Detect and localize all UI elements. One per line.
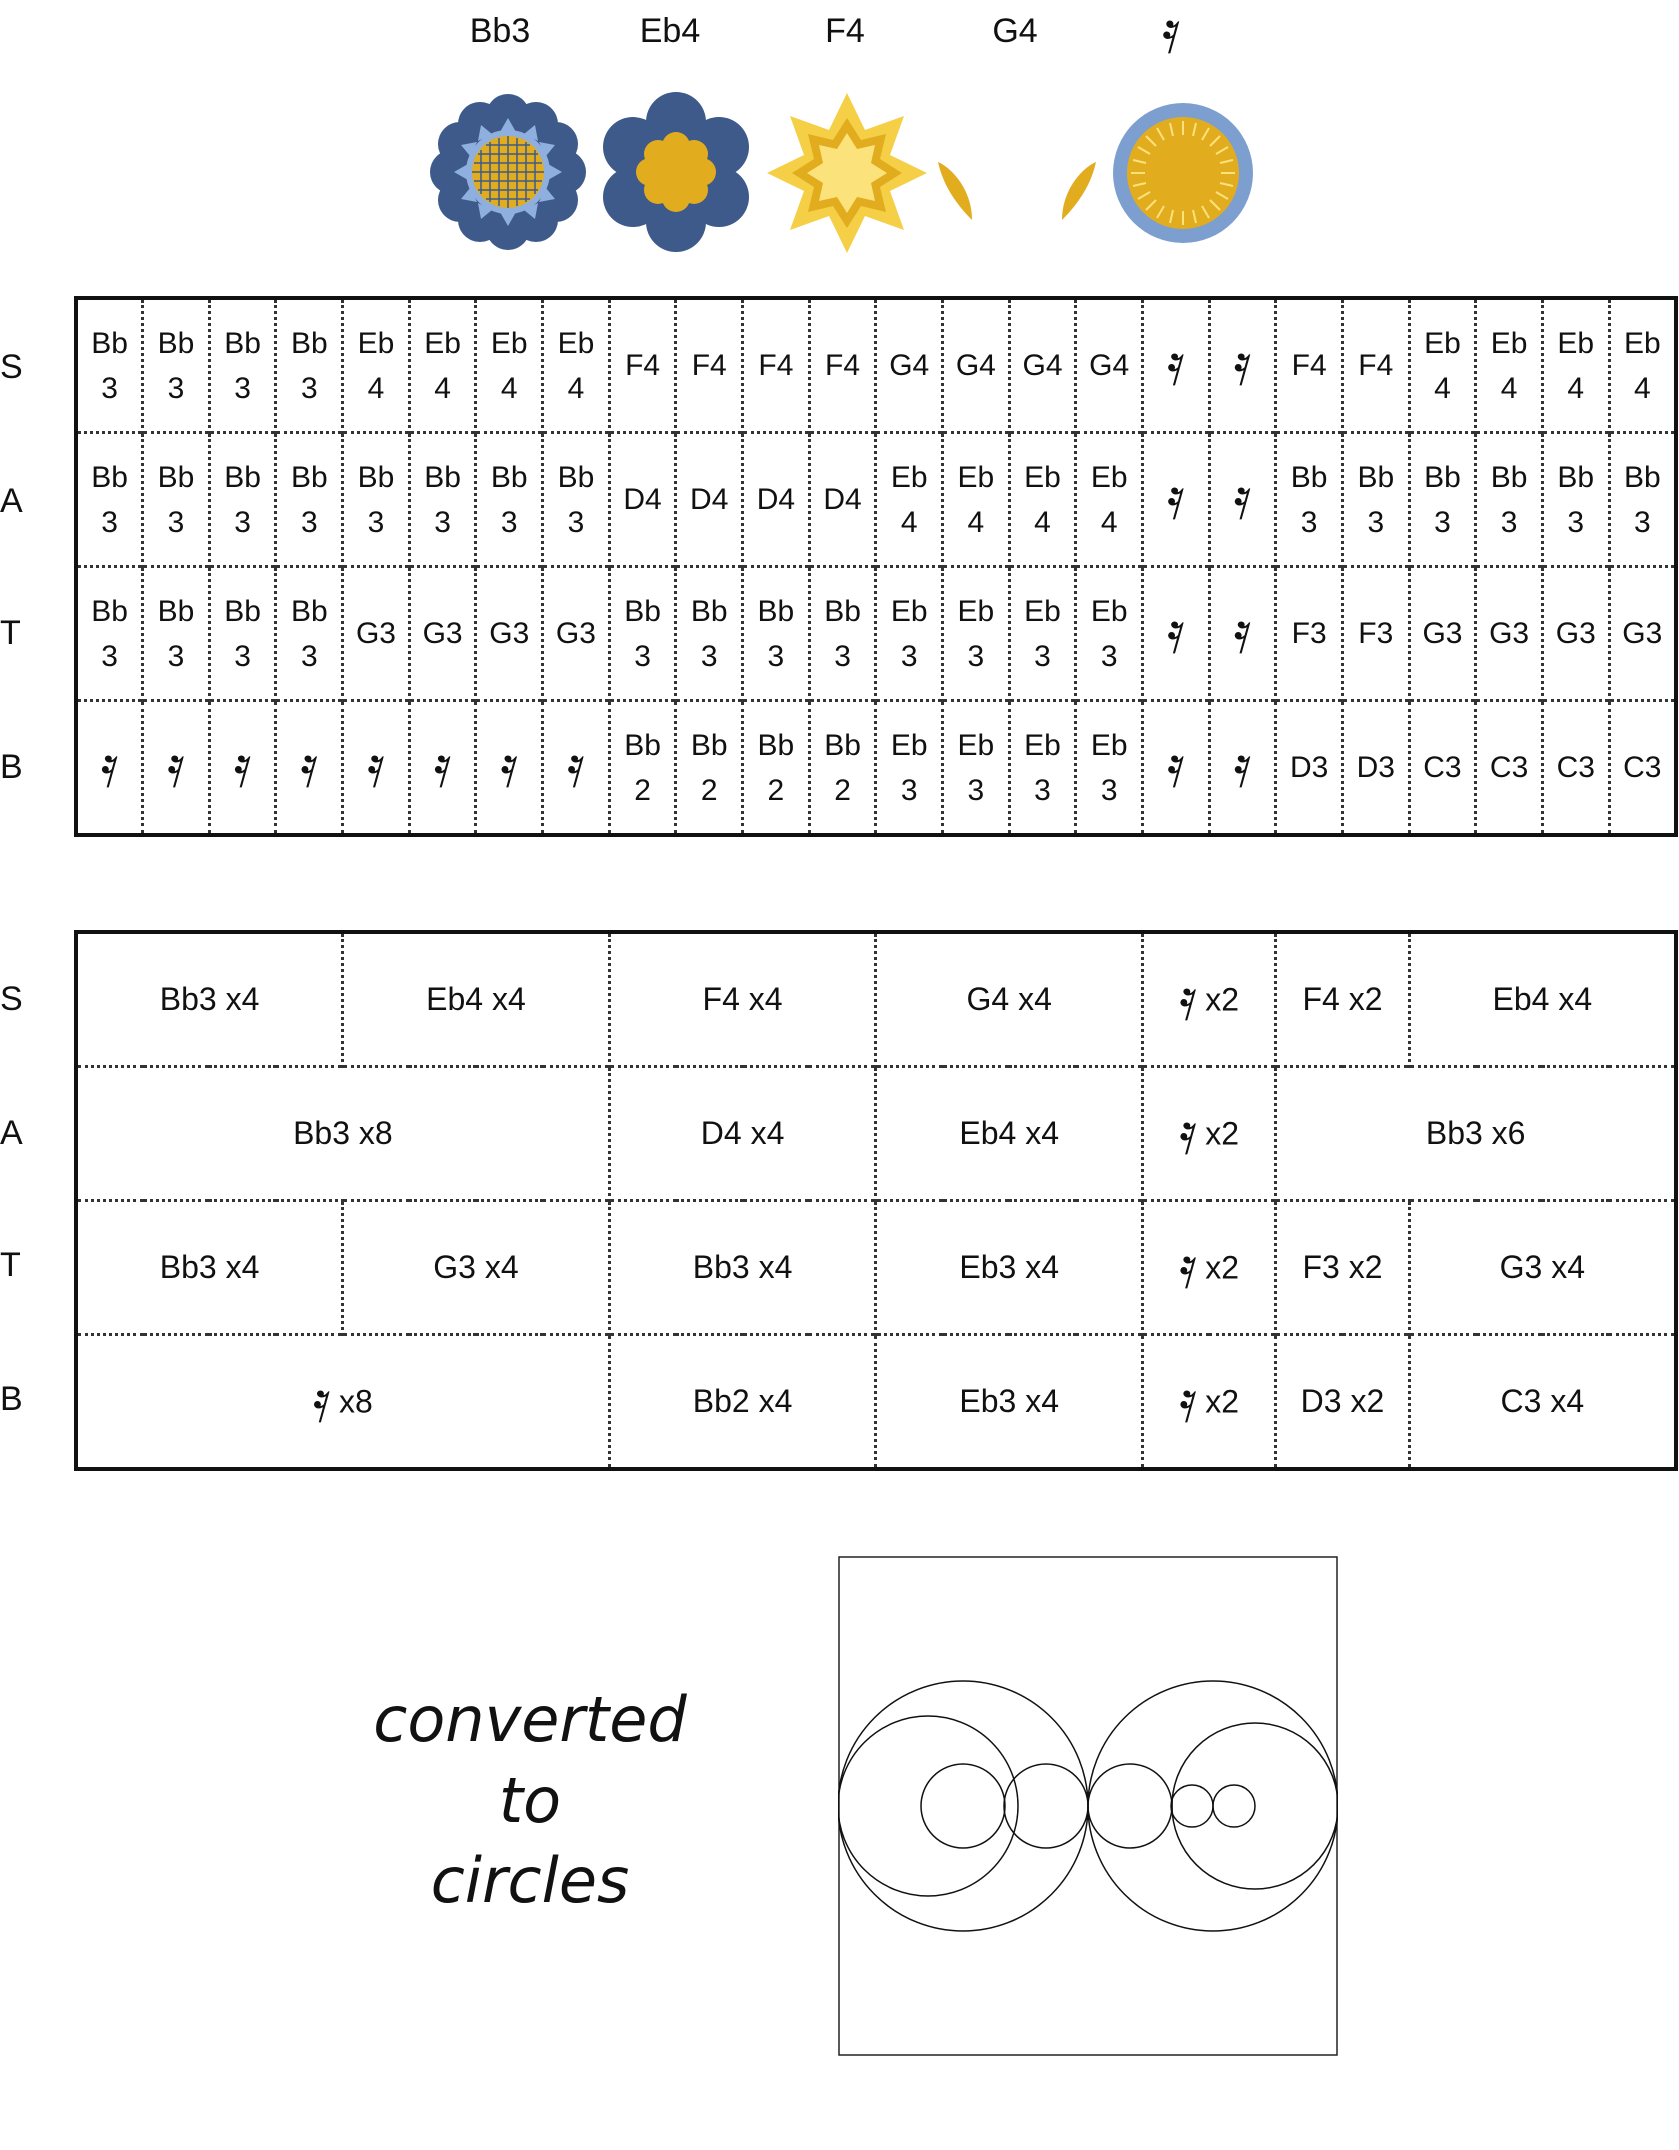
note-label: Bb 3 [91, 326, 128, 405]
summary-label: Eb3 x4 [959, 1383, 1059, 1420]
note-label: Eb 4 [1424, 326, 1461, 405]
note-label: C3 [1623, 751, 1662, 784]
grid-cell [1143, 701, 1210, 836]
summary-cell [1409, 932, 1676, 1067]
grid-cell [343, 567, 410, 701]
grid-cell [1209, 298, 1276, 433]
grid-cell [609, 567, 676, 701]
grid-row [76, 701, 1676, 836]
note-label: C3 [1423, 751, 1462, 784]
grid-row [76, 433, 1676, 567]
note-label: G4 [955, 349, 996, 382]
summary-cell [1276, 1067, 1676, 1201]
grid-cell [1143, 433, 1210, 567]
legend-label-eb4: Eb4 [639, 12, 701, 50]
grid-cell [1076, 567, 1143, 701]
grid-cell [1009, 567, 1076, 701]
note-label: Bb 3 [624, 594, 661, 673]
summary-label: G3 x4 [1499, 1249, 1585, 1286]
grid-cell [743, 701, 810, 836]
note-label: G3 [1489, 617, 1530, 650]
bb3-flower-icon [428, 92, 588, 252]
note-label: D3 [1289, 751, 1329, 784]
summary-label: G3 x4 [433, 1249, 519, 1286]
note-label: Bb 3 [490, 460, 528, 539]
grid-cell [76, 433, 143, 567]
rest-icon: 𝄿 [1166, 463, 1185, 532]
grid-cell [543, 701, 610, 836]
grid-cell [1609, 701, 1676, 836]
note-label: Bb 3 [290, 594, 328, 673]
circle-small-1 [921, 1764, 1005, 1848]
summary-cell [1143, 1201, 1276, 1335]
grid2-voice-label-b: B [0, 1380, 23, 1418]
note-label: D4 [623, 483, 662, 516]
note-label: Eb 3 [1090, 728, 1128, 807]
note-label: G3 [489, 617, 530, 650]
summary-grid [74, 930, 1678, 1471]
grid-cell [409, 701, 476, 836]
note-label: F3 [1358, 617, 1394, 650]
grid-cell [209, 298, 276, 433]
grid-row [76, 567, 1676, 701]
note-label: Eb 3 [957, 594, 995, 673]
summary-row [76, 1335, 1676, 1470]
note-label: Bb 2 [690, 728, 728, 807]
grid-cell [1143, 567, 1210, 701]
note-label: Bb 3 [557, 460, 595, 539]
summary-label: Eb4 x4 [426, 981, 526, 1018]
grid-cell [343, 433, 410, 567]
summary-label: Bb3 x4 [159, 1249, 260, 1286]
summary-cell [876, 1201, 1143, 1335]
note-label: D4 [690, 483, 729, 516]
grid-cell [476, 701, 543, 836]
grid-cell [1076, 433, 1143, 567]
grid1-voice-label-t: T [0, 614, 21, 652]
grid-cell [1609, 567, 1676, 701]
note-label: G3 [422, 617, 463, 650]
grid-cell [1143, 298, 1210, 433]
note-label: G3 [1555, 617, 1596, 650]
grid-cell [276, 298, 343, 433]
note-label: Bb 3 [1623, 460, 1661, 539]
summary-row [76, 1201, 1676, 1335]
summary-label: Eb4 x4 [959, 1115, 1059, 1152]
grid-cell [1609, 298, 1676, 433]
summary-cell [609, 932, 876, 1067]
grid-cell [1276, 701, 1343, 836]
grid-cell [1542, 567, 1609, 701]
summary-label: Bb3 x4 [159, 981, 260, 1018]
summary-cell [1409, 1335, 1676, 1470]
grid-cell [1542, 433, 1609, 567]
grid-cell [676, 701, 743, 836]
grid-cell [276, 701, 343, 836]
circle-small-2 [1004, 1764, 1088, 1848]
summary-label: D4 x4 [700, 1115, 785, 1152]
grid-cell [143, 433, 210, 567]
summary-cell [1276, 932, 1409, 1067]
grid-cell [743, 298, 810, 433]
note-label: Eb 4 [890, 460, 928, 539]
note-label: Bb 3 [357, 460, 395, 539]
summary-cell [609, 1201, 876, 1335]
summary-cell [609, 1067, 876, 1201]
legend-label-g4: G4 [992, 12, 1038, 50]
grid-cell [1209, 701, 1276, 836]
summary-cell [1143, 1067, 1276, 1201]
grid-cell [1009, 701, 1076, 836]
summary-cell [1143, 932, 1276, 1067]
grid-cell [1409, 298, 1476, 433]
grid-cell [1009, 433, 1076, 567]
grid-cell [809, 298, 876, 433]
grid1-voice-label-s: S [0, 348, 23, 386]
summary-label: x8 [339, 1383, 373, 1420]
grid-cell [543, 567, 610, 701]
note-label: F4 [691, 349, 727, 382]
grid-cell [609, 433, 676, 567]
grid-cell [1276, 567, 1343, 701]
note-label: Bb 3 [690, 594, 728, 673]
grid-cell [409, 298, 476, 433]
note-label: Bb 2 [624, 728, 661, 807]
rest-icon: 𝄿 [1166, 597, 1185, 666]
note-label: Bb 3 [224, 326, 261, 405]
note-label: Eb 4 [557, 326, 595, 405]
grid-cell [209, 567, 276, 701]
summary-cell [76, 1201, 343, 1335]
summary-label: Bb2 x4 [692, 1383, 793, 1420]
grid-cell [1342, 433, 1409, 567]
grid-cell [76, 298, 143, 433]
grid-cell [1209, 567, 1276, 701]
grid-cell [1409, 433, 1476, 567]
grid-cell [409, 567, 476, 701]
grid-cell [76, 701, 143, 836]
note-label: D4 [756, 483, 796, 516]
grid-cell [1476, 433, 1543, 567]
note-label: F4 [1358, 349, 1394, 382]
summary-label: x2 [1205, 1249, 1240, 1286]
grid-cell [809, 701, 876, 836]
grid-cell [1076, 298, 1143, 433]
grid-cell [143, 701, 210, 836]
grid-cell [276, 433, 343, 567]
rest-icon: 𝄿 [300, 731, 319, 800]
rest-icon: 𝄿 [1233, 329, 1252, 398]
circle-small-3 [1088, 1764, 1172, 1848]
summary-label: x2 [1205, 981, 1240, 1018]
rest-icon: 𝄿 [233, 731, 252, 800]
summary-cell [876, 932, 1143, 1067]
caption-line-2: to [498, 1763, 562, 1837]
note-label: G3 [1422, 617, 1463, 650]
caption [340, 1680, 720, 1922]
summary-label: x2 [1205, 1115, 1240, 1152]
grid-cell [876, 433, 943, 567]
grid-cell [1609, 433, 1676, 567]
note-label: Bb 3 [157, 460, 195, 539]
grid-cell [1476, 298, 1543, 433]
rest-icon: 𝄿 [167, 731, 185, 800]
rest-icon: 𝄿 [1179, 965, 1197, 1033]
note-label: Eb 4 [1557, 326, 1595, 405]
note-label: Bb 3 [424, 460, 461, 539]
rest-icon: 𝄿 [367, 731, 385, 800]
note-label: F4 [758, 349, 794, 382]
grid-cell [743, 567, 810, 701]
legend-rest-icon: 𝄿 [1162, 0, 1181, 67]
summary-label: Bb3 x4 [692, 1249, 793, 1286]
summary-cell [1143, 1335, 1276, 1470]
rest-icon: 𝄿 [567, 731, 585, 800]
grid-cell [609, 701, 676, 836]
rest-flower-icon [1108, 98, 1258, 248]
grid-cell [1209, 433, 1276, 567]
note-label: Bb 3 [224, 460, 261, 539]
note-label: Eb 3 [890, 728, 928, 807]
note-label: Bb 3 [290, 326, 328, 405]
summary-label: G4 x4 [966, 981, 1052, 1018]
grid-cell [1342, 298, 1409, 433]
caption-line-1: converted [373, 1683, 687, 1756]
grid-cell [609, 298, 676, 433]
summary-cell [609, 1335, 876, 1470]
grid-cell [76, 567, 143, 701]
grid-cell [943, 701, 1010, 836]
grid-cell [809, 433, 876, 567]
rest-icon: 𝄿 [1179, 1099, 1197, 1167]
summary-cell [76, 1067, 609, 1201]
grid-cell [1542, 298, 1609, 433]
note-label: Bb 3 [224, 594, 261, 673]
summary-cell [343, 932, 610, 1067]
summary-label: D3 x2 [1300, 1383, 1385, 1420]
summary-label: Bb3 x6 [1425, 1115, 1526, 1152]
note-label: Eb 4 [357, 326, 395, 405]
note-label: D3 [1356, 751, 1395, 784]
grid2-voice-label-t: T [0, 1246, 21, 1284]
rest-icon: 𝄿 [1233, 597, 1252, 666]
summary-label: F4 x2 [1302, 981, 1383, 1018]
summary-label: x2 [1205, 1383, 1240, 1420]
note-label: Eb 3 [1024, 594, 1061, 673]
rest-icon: 𝄿 [100, 731, 119, 800]
rest-icon: 𝄿 [433, 731, 452, 800]
note-label: C3 [1556, 751, 1595, 784]
note-label: G3 [355, 617, 396, 650]
note-label: Bb 2 [757, 728, 795, 807]
rest-icon: 𝄿 [1233, 731, 1252, 800]
summary-cell [76, 1335, 609, 1470]
grid-cell [1476, 701, 1543, 836]
note-label: Bb 3 [1290, 460, 1328, 539]
note-label: Eb 4 [1490, 326, 1528, 405]
grid-cell [1409, 701, 1476, 836]
note-label: F4 [1291, 349, 1327, 382]
grid-cell [543, 298, 610, 433]
caption-line-3: circles [430, 1844, 630, 1918]
note-label: Bb 3 [1424, 460, 1461, 539]
summary-row [76, 932, 1676, 1067]
summary-cell [1276, 1201, 1409, 1335]
note-label: Bb 3 [157, 594, 195, 673]
note-label: Eb 3 [1090, 594, 1128, 673]
grid-cell [543, 433, 610, 567]
summary-row [76, 1067, 1676, 1201]
note-label: F4 [825, 349, 861, 382]
grid-cell [676, 433, 743, 567]
grid-cell [1409, 567, 1476, 701]
note-label: G4 [889, 349, 930, 382]
circle-tiny-2 [1213, 1785, 1255, 1827]
summary-label: Bb3 x8 [293, 1115, 393, 1152]
grid-row [76, 298, 1676, 433]
note-label: Bb 3 [1490, 460, 1528, 539]
note-label: D4 [823, 483, 862, 516]
grid-cell [476, 433, 543, 567]
circles-diagram [838, 1556, 1338, 2056]
summary-cell [343, 1201, 610, 1335]
grid-cell [1276, 433, 1343, 567]
note-label: G3 [555, 617, 596, 650]
grid-cell [143, 298, 210, 433]
grid-cell [209, 701, 276, 836]
grid-cell [276, 567, 343, 701]
grid-cell [1076, 701, 1143, 836]
note-label: Bb 3 [157, 326, 195, 405]
grid-cell [1476, 567, 1543, 701]
grid-cell [676, 298, 743, 433]
note-label: C3 [1489, 751, 1529, 784]
note-label: G3 [1622, 617, 1663, 650]
grid-cell [876, 701, 943, 836]
summary-cell [1409, 1201, 1676, 1335]
summary-cell [76, 932, 343, 1067]
rest-icon: 𝄿 [312, 1367, 331, 1435]
note-label: Bb 3 [824, 594, 861, 673]
note-label: Eb 4 [490, 326, 528, 405]
note-label: Eb 3 [890, 594, 928, 673]
grid-cell [676, 567, 743, 701]
grid2-voice-label-s: S [0, 980, 23, 1018]
summary-cell [1276, 1335, 1409, 1470]
grid-cell [1342, 701, 1409, 836]
grid-cell [943, 298, 1010, 433]
circle-medium-left [838, 1716, 1018, 1896]
note-label: Eb 4 [424, 326, 461, 405]
grid-cell [343, 701, 410, 836]
note-label: Bb 3 [91, 460, 128, 539]
grid-cell [876, 298, 943, 433]
grid2-voice-label-a: A [0, 1114, 23, 1152]
note-label: Bb 3 [290, 460, 328, 539]
grid-cell [1342, 567, 1409, 701]
note-label: Bb 3 [757, 594, 795, 673]
note-label: Bb 3 [91, 594, 128, 673]
grid-cell [409, 433, 476, 567]
note-label: F4 [625, 349, 661, 382]
grid-cell [1276, 298, 1343, 433]
note-grid [74, 296, 1678, 837]
rest-icon: 𝄿 [1166, 731, 1185, 800]
note-label: F3 [1291, 617, 1327, 650]
g4-petals-icon [932, 150, 1102, 250]
rest-icon: 𝄿 [1233, 463, 1252, 532]
note-label: Bb 3 [1357, 460, 1395, 539]
note-label: Bb 3 [1557, 460, 1595, 539]
note-label: Eb 4 [1024, 460, 1061, 539]
note-label: G4 [1022, 349, 1063, 382]
note-label: Eb 4 [1090, 460, 1128, 539]
summary-label: Eb4 x4 [1492, 981, 1593, 1018]
grid-cell [476, 567, 543, 701]
grid1-voice-label-b: B [0, 748, 23, 786]
note-label: Eb 4 [1623, 326, 1661, 405]
grid-cell [943, 433, 1010, 567]
grid-cell [943, 567, 1010, 701]
note-label: Bb 2 [824, 728, 861, 807]
grid-cell [209, 433, 276, 567]
grid1-voice-label-a: A [0, 482, 23, 520]
grid-cell [1542, 701, 1609, 836]
summary-label: F3 x2 [1302, 1249, 1383, 1286]
grid-cell [876, 567, 943, 701]
note-label: Eb 4 [957, 460, 995, 539]
circle-large-left [838, 1681, 1088, 1931]
rest-icon: 𝄿 [1179, 1367, 1197, 1435]
rest-icon: 𝄿 [1166, 329, 1185, 398]
grid-cell [1009, 298, 1076, 433]
summary-cell [876, 1335, 1143, 1470]
legend-label-bb3: Bb3 [469, 12, 531, 50]
summary-label: C3 x4 [1500, 1383, 1585, 1420]
eb4-flower-icon [596, 92, 756, 252]
summary-cell [876, 1067, 1143, 1201]
circle-tiny-1 [1171, 1785, 1213, 1827]
note-label: Eb 3 [957, 728, 995, 807]
grid-cell [809, 567, 876, 701]
summary-label: F4 x4 [702, 981, 783, 1018]
f4-flower-icon [762, 88, 932, 258]
rest-icon: 𝄿 [1179, 1233, 1197, 1301]
grid-cell [343, 298, 410, 433]
rest-icon: 𝄿 [500, 731, 519, 800]
grid-cell [476, 298, 543, 433]
summary-label: Eb3 x4 [959, 1249, 1059, 1286]
grid-cell [143, 567, 210, 701]
note-label: Eb 3 [1024, 728, 1061, 807]
note-label: G4 [1089, 349, 1130, 382]
legend-label-f4: F4 [825, 12, 865, 50]
grid-cell [743, 433, 810, 567]
